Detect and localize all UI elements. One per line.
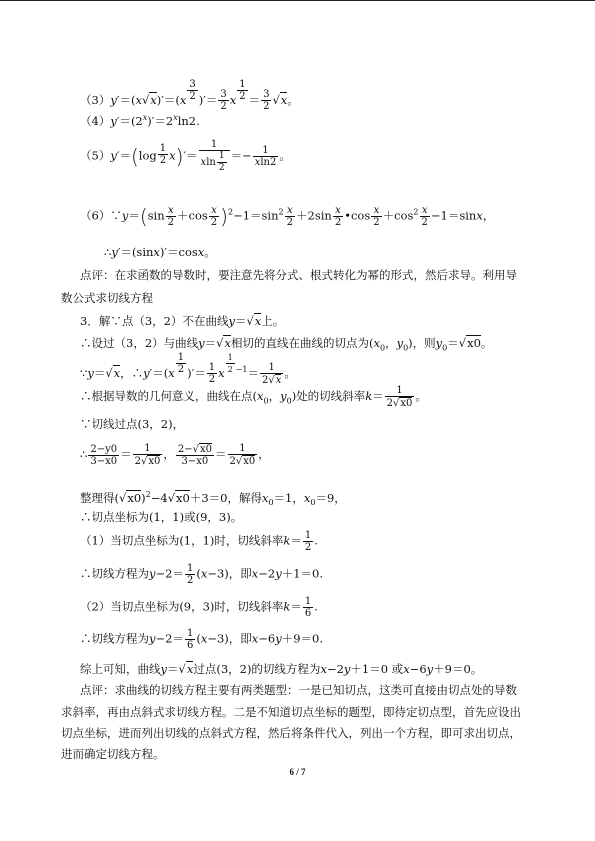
q3-line-2: ∴切线方程为y−2＝ $\frac{1}{6}$ (x−3)，即x−6y＋9＝0. [80,628,324,651]
page-number: 6 / 7 [289,767,306,777]
page-top-rule [0,0,595,1]
q3-line-1: ∴切线方程为y−2＝ $\frac{1}{2}$ (x−3)，即x−2y＋1＝0. [80,563,324,586]
q3-conclusion: 综上可知，曲线y＝√x过点(3，2)的切线方程为x−2y＋1＝0 或x−6y＋9＝0。 [80,662,483,676]
item-5-derivative: （5）y′＝(log $\frac{1}{2}$ x)′＝ 1 xln $\frac{1}{2}$ ＝− $\frac{1}{xln2}$ 。 [80,139,291,173]
comment-2-line-4: 进而确定切线方程。 [61,747,165,761]
q3-passes-point: ∵切线过点(3，2)， [80,417,185,431]
item-6-derivative: ∴y′＝(sinx)′＝cosx。 [104,245,216,259]
q3-equation: ∴ $\frac{2-y0}{3-x0}$ ＝ $\frac{1}{2√x0}$ ， $\frac{2-√x0}{3-x0}$ ＝ $\frac{1}{2√x0}$ ， [80,443,270,467]
comment-1-line-2: 数公式求切线方程 [61,291,153,305]
comment-2-line-1: 点评：求曲线的切线方程主要有两类题型：一是已知切点，这类可直接由切点处的导数 [80,683,517,697]
q3-points: ∴切点坐标为(1，1)或(9，3)。 [80,510,243,524]
q3-derivative: ∵y＝√x，∴y′＝(x $\frac{1}{2}$ )′＝ $\frac{1}{2}$ x $\frac{1}{2}$ $^{-1}$＝ $\frac{1}{2√x}$ 。 [80,352,296,386]
q3-solve: 整理得$(√x0)^2-4√x0+3=0$，解得$x_0=1$，$x_0=9$， [80,490,346,508]
comment-2-line-3: 切点坐标，进而列出切线的点斜式方程，然后将条件代入，列出一个方程，即可求出切点， [61,726,521,740]
item-3-derivative: （3）y′＝(x√x)′＝(x $\frac{3}{2}$ )′＝ $\frac{3}{2}$ x $\frac{1}{2}$ ＝ $\frac{3}{2}$ √x。 [80,79,299,113]
item-4-derivative: $(4)y'=(2^x)'=2^x\ln 2$. [80,113,200,128]
comment-2-line-2: 求斜率，再由点斜式求切线方程。二是不知道切点坐标的题型，即待定切点型，首先应设出 [61,705,521,719]
comment-1-line-1: 点评：在求函数的导数时，要注意先将分式、根式转化为幂的形式，然后求导。利用导 [80,268,517,282]
q3-case-2: （2）当切点坐标为(9，3)时，切线斜率k＝ $\frac{1}{6}$ . [80,596,318,619]
q3-statement: 3．解∵点（3，2）不在曲线y＝√x上。 [80,314,285,328]
q3-slope: ∴根据导数的几何意义，曲线在点($x_0$，$y_0$)处的切线斜率k＝ $\frac{1}{2√x0}$ 。 [80,385,427,409]
item-6-function: （6）∵y＝(sin $\frac{x}{2}$ ＋cos $\frac{x}{2}$ )$^2-1=\sin^2$ $\frac{x}{2}$ ＋2sin $\frac{x}{2}$ •cos $\frac{x}{2}$ $+\cos^2$ $\frac{x}{2}$ −1＝sinx， [80,204,495,229]
q3-tangent-point: ∴设过（3，2）与曲线y＝√x相切的直线在曲线的切点为($x_0$，$y_0$)，则$y_0=√x0$。 [80,336,493,353]
q3-case-1: （1）当切点坐标为(1，1)时，切线斜率k＝ $\frac{1}{2}$ . [80,530,318,553]
